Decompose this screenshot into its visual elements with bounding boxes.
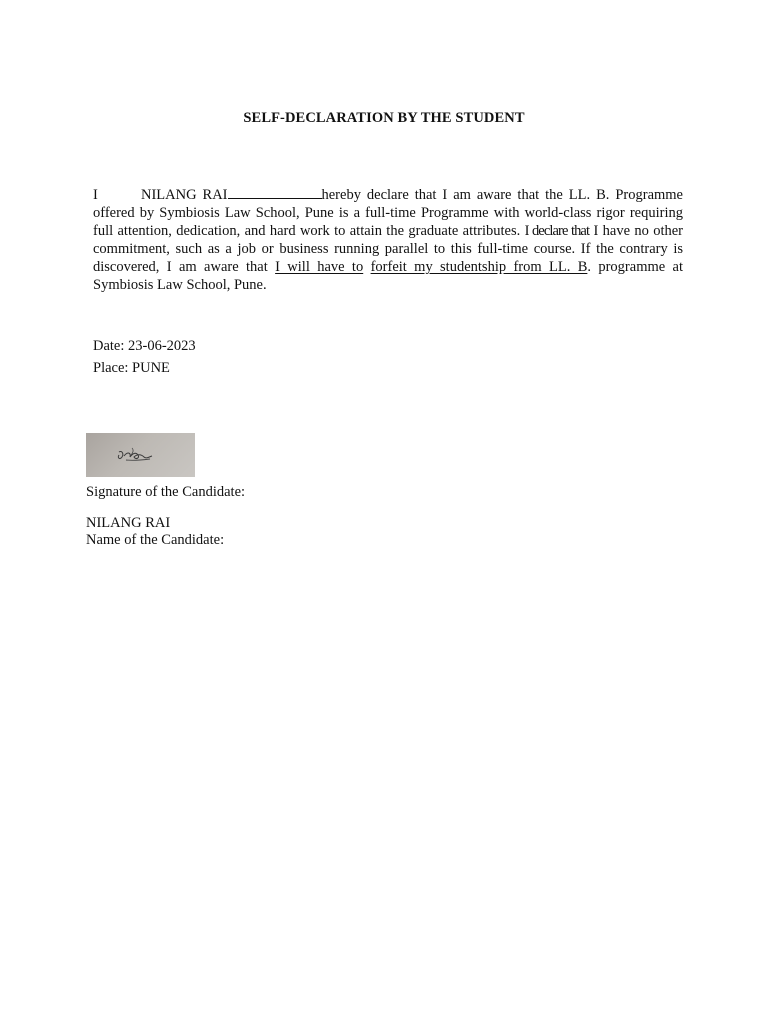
student-name: NILANG RAI	[141, 187, 228, 203]
declaration-text-2: I have no other commitment, such as a job or business running parallel to this full-time course. If the contrary is discovered, I am aware that	[93, 223, 684, 275]
declaration-text-1: hereby declare that I am aware that the LL. B. Programme offered by Symbiosis Law School, Pune is a full-time Programme with world-class rigor requiring full attention, dedication, and hard work to attain the graduate attributes.	[93, 187, 683, 239]
declaration-pronoun: I	[93, 187, 98, 203]
candidate-name-label: Name of the Candidate:	[86, 532, 225, 548]
candidate-name: NILANG RAI	[86, 515, 171, 531]
place-line: Place: PUNE	[93, 360, 170, 376]
declaration-paragraph	[93, 185, 683, 294]
signature-scribble	[86, 433, 195, 477]
signature-image	[86, 433, 195, 477]
signature-label: Signature of the Candidate:	[86, 484, 246, 500]
declaration-text-condensed: I declare that	[524, 223, 590, 239]
underlined-phrase-2: forfeit my studentship from LL. B	[370, 259, 588, 275]
declaration-text-end: . programme at Symbiosis Law School, Pune.	[93, 259, 684, 293]
declaration-space	[363, 259, 370, 275]
name-underline-blank	[228, 185, 322, 199]
underlined-phrase-1: I will have to	[275, 259, 364, 275]
page-title: SELF-DECLARATION BY THE STUDENT	[243, 110, 525, 126]
date-line: Date: 23-06-2023	[93, 338, 196, 354]
